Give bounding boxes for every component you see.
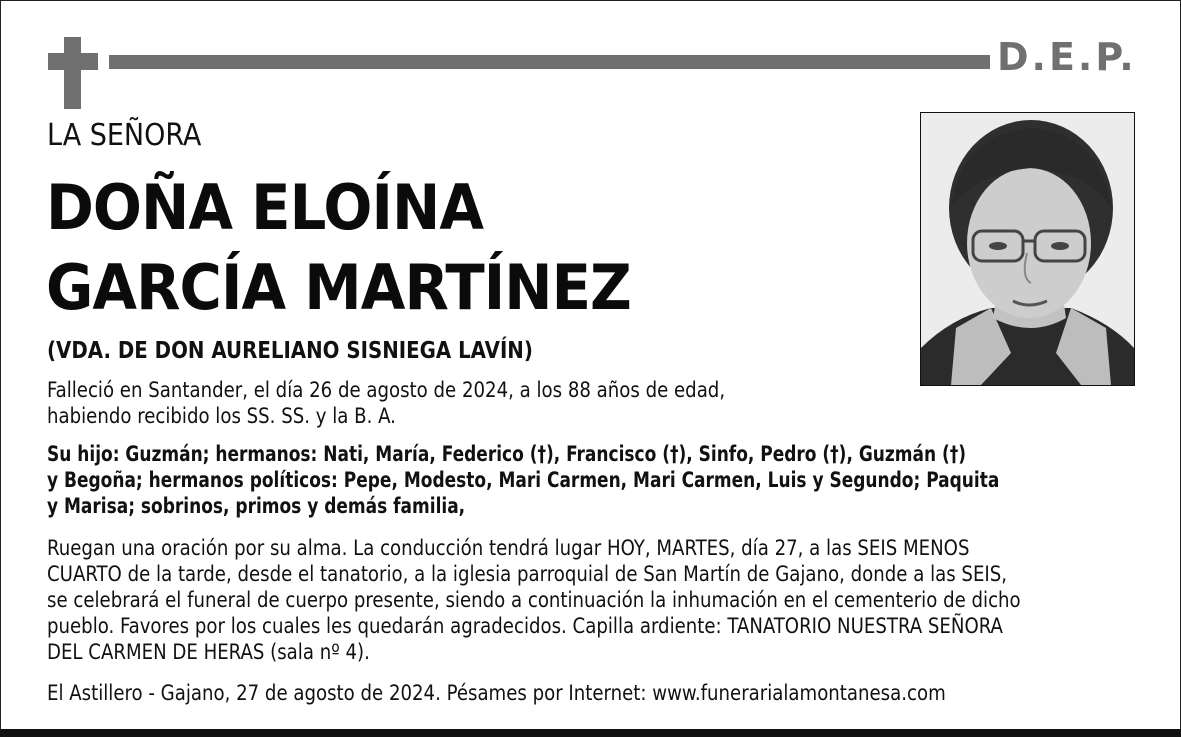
widow-of: (VDA. DE DON AURELIANO SISNIEGA LAVÍN) <box>47 338 533 364</box>
ceremony-details <box>47 535 1021 665</box>
death-notice-line: Falleció en Santander, el día 26 de agosto de 2024, a los 88 años de edad, <box>47 378 726 402</box>
ceremony-line: CUARTO de la tarde, desde el tanatorio, a la iglesia parroquial de San Martín de Gajano, donde a las SEIS, <box>47 562 1008 586</box>
portrait-photo <box>920 112 1135 386</box>
deceased-name <box>46 168 631 328</box>
portrait-icon <box>921 113 1134 385</box>
cross-icon <box>48 37 98 109</box>
footer-line: El Astillero - Gajano, 27 de agosto de 2024. Pésames por Internet: www.funerarialamontanesa.com <box>47 681 946 705</box>
ceremony-line: se celebrará el funeral de cuerpo presente, siendo a continuación la inhumación en el cementerio de dicho <box>47 588 1021 612</box>
header-rule <box>109 55 990 69</box>
title-prefix: LA SEÑORA <box>47 118 202 153</box>
ceremony-line: pueblo. Favores por los cuales les quedarán agradecidos. Capilla ardiente: TANATORIO NUESTRA SEÑORA <box>47 614 1003 638</box>
death-notice-line: habiendo recibido los SS. SS. y la B. A. <box>47 404 396 428</box>
family-line: Su hijo: Guzmán; hermanos: Nati, María, Federico (†), Francisco (†), Sinfo, Pedro (†), Guzmán (†) <box>47 442 967 466</box>
ceremony-line: Ruegan una oración por su alma. La conducción tendrá lugar HOY, MARTES, día 27, a las SEIS MENOS <box>47 536 970 560</box>
death-notice <box>47 377 725 429</box>
bottom-rule <box>0 729 1181 737</box>
name-line-2: GARCÍA MARTÍNEZ <box>46 251 631 324</box>
family-line: y Begoña; hermanos políticos: Pepe, Modesto, Mari Carmen, Mari Carmen, Luis y Segundo; Paquita <box>47 468 1000 492</box>
dep-label: D.E.P. <box>997 35 1137 79</box>
ceremony-line: DEL CARMEN DE HERAS (sala nº 4). <box>47 640 370 664</box>
name-line-1: DOÑA ELOÍNA <box>46 171 484 244</box>
family-line: y Marisa; sobrinos, primos y demás familia, <box>47 494 466 518</box>
family-list <box>47 441 999 519</box>
